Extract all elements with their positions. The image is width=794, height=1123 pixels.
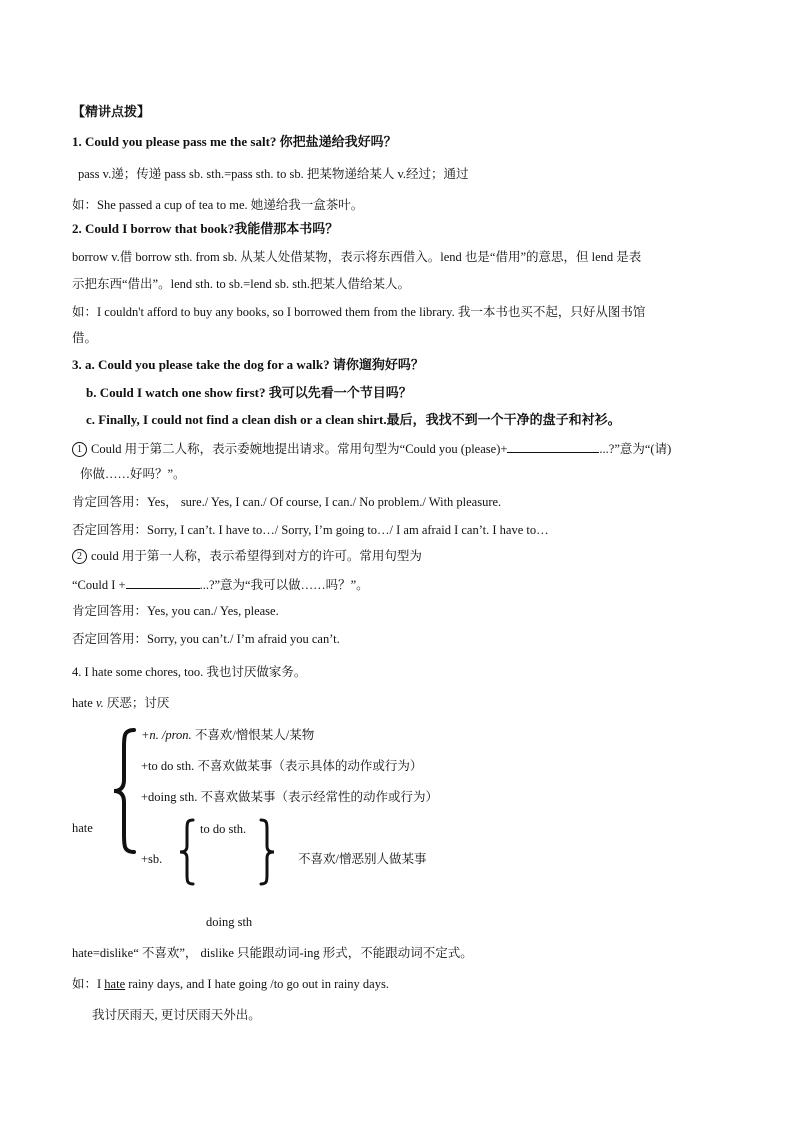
example-rest: rainy days, and I hate going /to go out in rainy days. [125,977,389,991]
definition-word: hate [72,696,96,710]
branch-sb: +sb. [141,852,163,866]
sub-meaning: 不喜欢/憎恶别人做某事 [298,852,427,866]
point-1-example: 如：She passed a cup of tea to me. 她递给我一盒茶叶。 [72,198,364,212]
note-2-tail: ...?”意为“我可以做……吗？”。 [199,578,369,592]
example-prefix: 如：I [72,977,105,991]
point-2-definition-line1: borrow v.借 borrow sth. from sb. 从某人处借某物，表示将东西借入。lend 也是“借用”的意思，但 lend 是表 [72,250,642,264]
branch-to-do: +to do sth. 不喜欢做某事（表示具体的动作或行为） [141,759,423,773]
note-1-tail: ...?”意为“(请) [599,442,672,456]
point-2-title: 2. Could I borrow that book?我能借那本书吗？ [72,221,339,236]
note-2-line1 [72,548,422,564]
definition-pos: v. [95,696,104,710]
negative-answers-1: 否定回答用：Sorry, I can’t. I have to…/ Sorry, I’m going to…/ I am afraid I can’t. I have to… [72,523,549,537]
answer-blank-1 [507,440,599,453]
circled-number-1: 1 [72,442,87,457]
note-1-line2: 你做……好吗？”。 [80,467,186,481]
branch-noun-pos: +n. /pron. [141,728,192,742]
branch-noun-meaning: 不喜欢/憎恨某人/某物 [191,728,315,742]
point-4-translation: 我讨厌雨天, 更讨厌雨天外出。 [92,1008,261,1022]
affirmative-answers-2: 肯定回答用：Yes, you can./ Yes, please. [72,604,279,618]
point-3-sentence-a: 3. a. Could you please take the dog for a walk? 请你遛狗好吗？ [72,357,424,372]
hate-dislike-note: hate=dislike“ 不喜欢”， dislike 只能跟动词-ing 形式，不能跟动词不定式。 [72,946,473,960]
hate-label: hate [72,821,93,835]
small-right-brace-icon [258,818,276,886]
note-1-text: Could 用于第二人称，表示委婉地提出请求。常用句型为“Could you (please)+ [91,442,508,456]
point-3-sentence-c: c. Finally, I could not find a clean dish or a clean shirt.最后，我找不到一个干净的盘子和衬衫。 [86,412,621,427]
section-heading: 【精讲点拨】 [72,104,151,119]
circled-number-2: 2 [72,549,87,564]
definition-meaning: 厌恶；讨厌 [103,696,170,710]
note-2-line2 [72,576,369,593]
point-2-example-line2: 借。 [72,331,98,345]
point-4-title: 4. I hate some chores, too. 我也讨厌做家务。 [72,665,307,679]
note-2-text: could 用于第一人称，表示希望得到对方的许可。常用句型为 [91,549,422,563]
example-underlined-word: hate [104,977,126,991]
sub-to-do: to do sth. [200,822,247,836]
point-2-definition-line2: 示把东西“借出”。lend sth. to sb.=lend sb. sth.把某人借给某人。 [72,277,410,291]
negative-answers-2: 否定回答用：Sorry, you can’t./ I’m afraid you can’t. [72,632,340,646]
point-4-definition [72,695,169,711]
point-4-example [72,976,389,992]
point-1-definition: pass v.递；传递 pass sb. sth.=pass sth. to sb. 把某物递给某人 v.经过；通过 [78,167,469,181]
point-3-sentence-b: b. Could I watch one show first? 我可以先看一个节目吗？ [86,385,412,400]
note-2-head: “Could I + [72,578,126,592]
answer-blank-2 [126,576,200,589]
point-2-example-line1: 如：I couldn't afford to buy any books, so I borrowed them from the library. 我一本书也买不起，只好从图书馆 [72,305,646,319]
note-1-line1 [72,440,671,457]
branch-doing: +doing sth. 不喜欢做某事（表示经常性的动作或行为） [141,790,438,804]
affirmative-answers-1: 肯定回答用：Yes， sure./ Yes, I can./ Of course, I can./ No problem./ With pleasure. [72,495,502,509]
small-left-brace-icon [178,818,196,886]
point-1-title: 1. Could you please pass me the salt? 你把盐递给我好吗？ [72,134,397,149]
branch-noun [141,727,314,743]
sub-doing: doing sth [206,915,253,929]
big-brace-icon [110,728,140,854]
